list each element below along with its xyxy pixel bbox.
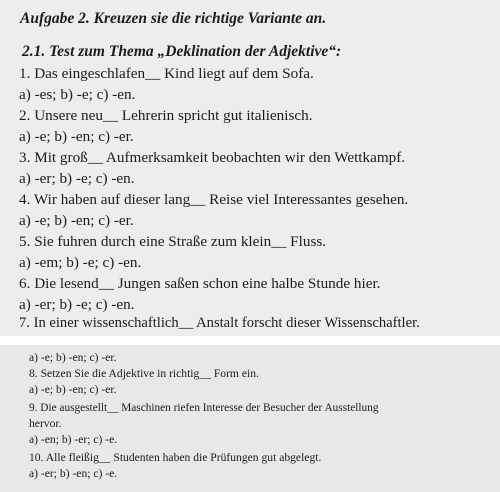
answer-options-7: a) -e; b) -en; c) -er. [29,351,117,364]
answer-options-1: a) -es; b) -e; c) -en. [19,86,136,103]
question-9-continued: hervor. [29,417,62,430]
question-5: 5. Sie fuhren durch eine Straße zum klein__ Fluss. [19,233,327,250]
answer-options-3: a) -er; b) -e; c) -en. [19,170,135,187]
question-10: 10. Alle fleißig__ Studenten haben die Prüfungen gut abgelegt. [29,451,322,464]
task-title: Aufgabe 2. Kreuzen sie die richtige Variante an. [20,10,327,27]
question-1: 1. Das eingeschlafen__ Kind liegt auf dem Sofa. [19,65,314,82]
answer-options-4: a) -e; b) -en; c) -er. [19,212,134,229]
question-6: 6. Die lesend__ Jungen saßen schon eine halbe Stunde hier. [19,275,381,292]
question-8: 8. Setzen Sie die Adjektive in richtig__ Form ein. [29,367,259,380]
answer-options-10: a) -er; b) -en; c) -e. [29,467,118,480]
section-divider [0,336,500,345]
question-9: 9. Die ausgestellt__ Maschinen riefen Interesse der Besucher der Ausstellung [29,402,379,414]
worksheet-bottom-section [0,345,500,492]
answer-options-8: a) -e; b) -en; c) -er. [29,383,117,396]
test-subtitle: 2.1. Test zum Thema „Deklination der Adjektive“: [22,43,342,60]
question-2: 2. Unsere neu__ Lehrerin spricht gut italienisch. [19,107,313,124]
answer-options-6: a) -er; b) -e; c) -en. [19,296,135,313]
answer-options-5: a) -em; b) -e; c) -en. [19,254,142,271]
answer-options-2: a) -e; b) -en; c) -er. [19,128,134,145]
answer-options-9: a) -en; b) -er; c) -e. [29,433,118,446]
question-3: 3. Mit groß__ Aufmerksamkeit beobachten wir den Wettkampf. [19,149,406,166]
question-7: 7. In einer wissenschaftlich__ Anstalt forscht dieser Wissenschaftler. [19,315,420,331]
question-4: 4. Wir haben auf dieser lang__ Reise viel Interessantes gesehen. [19,191,409,208]
